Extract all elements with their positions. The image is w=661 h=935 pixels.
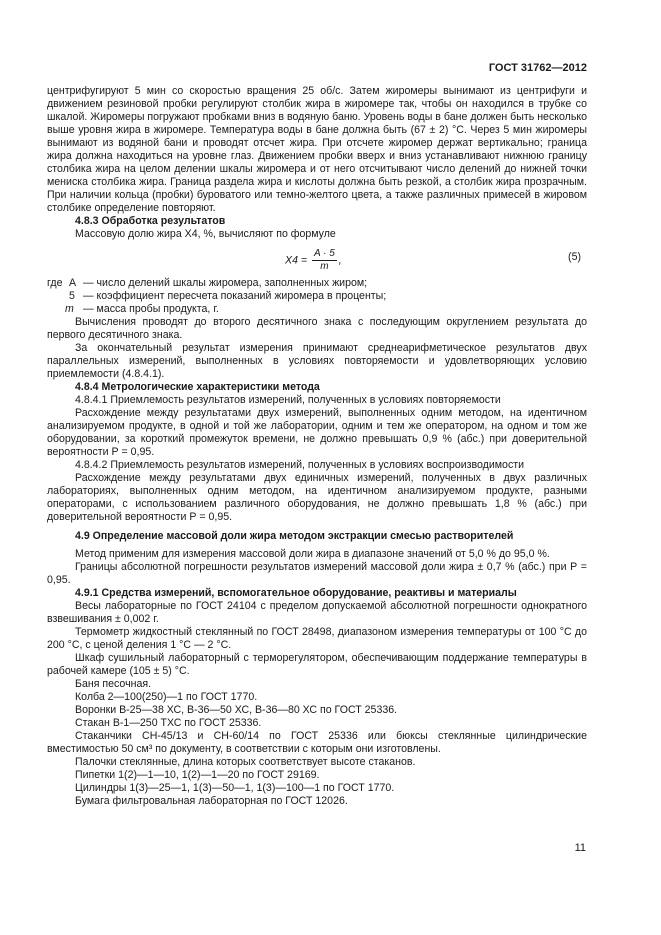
paragraph-reproducibility: Расхождение между результатами двух единичных измерений, полученных в двух различных лабораториях, выполненных одним методом, на идентичном анализируемом продукте, разными операторами, с использованием различного оборудования, не должно превышать 1,8 % (абс.) при доверительной вероятности Р = 0,95. bbox=[47, 472, 587, 523]
equipment-item: Пипетки 1(2)—1—10, 1(2)—1—20 по ГОСТ 29169. bbox=[75, 769, 320, 781]
formula-numerator: A · 5 bbox=[314, 248, 335, 259]
where-symbol: А bbox=[69, 277, 77, 289]
paragraph-repeatability: Расхождение между результатами двух измерений, выполненных одним методом, на идентичном анализируемом продукте, в одной и той же лаборатории, одним и тем же оператором, на одном и том же оборудовании, за короткий промежуток времени, не должно превышать 0,9 % (абс.) при доверительной вероятности Р = 0,95. bbox=[47, 407, 587, 458]
equipment-item: Колба 2—100(250)—1 по ГОСТ 1770. bbox=[75, 691, 258, 703]
formula-tail: , bbox=[338, 254, 342, 267]
equipment-item: Палочки стеклянные, длина которых соответствует высоте стаканов. bbox=[75, 756, 416, 768]
formula-5 bbox=[47, 243, 587, 273]
formula-expression bbox=[285, 248, 342, 273]
page-number: 11 bbox=[574, 842, 586, 854]
standard-header: ГОСТ 31762—2012 bbox=[488, 62, 587, 74]
where-symbol: m bbox=[65, 303, 74, 315]
equipment-item: Стакан В-1—250 ТХС по ГОСТ 25336. bbox=[75, 717, 262, 729]
where-symbol: 5 bbox=[69, 290, 75, 302]
paragraph-final-result: За окончательный результат измерения принимают среднеарифметическое результатов двух параллельных измерений, выполненных в условиях повторяемости и удовлетворяющих условию приемлемости (4.8.4.1). bbox=[47, 342, 587, 380]
paragraph-error-bounds: Границы абсолютной погрешности результатов измерений массовой доли жира ± 0,7 % (абс.) при Р = 0,95. bbox=[47, 561, 587, 586]
section-heading-4-8-4: 4.8.4 Метрологические характеристики метода bbox=[75, 381, 320, 393]
document-body bbox=[47, 85, 587, 808]
formula-denominator: m bbox=[320, 261, 329, 272]
equipment-item: Стаканчики СН-45/13 и СН-60/14 по ГОСТ 25336 или бюксы стеклянные цилиндрические вместимостью 50 см³ по документу, в соответствии с которым они изготовлены. bbox=[47, 730, 587, 755]
subsection-4-8-4-2: 4.8.4.2 Приемлемость результатов измерений, полученных в условиях воспроизводимости bbox=[75, 459, 525, 471]
equipment-item: Бумага фильтровальная лабораторная по ГОСТ 12026. bbox=[75, 795, 348, 807]
formula-fraction bbox=[312, 248, 337, 273]
formula-number: (5) bbox=[568, 251, 581, 263]
equipment-item: Термометр жидкостный стеклянный по ГОСТ 28498, диапазоном измерения температуры от 100 °С до 200 °С, с ценой деления 1 °С — 2 °С. bbox=[47, 626, 587, 651]
formula-lead-text: Массовую долю жира X4, %, вычисляют по формуле bbox=[75, 228, 336, 240]
where-item bbox=[47, 303, 587, 316]
formula-lead bbox=[47, 228, 587, 241]
where-text: — число делений шкалы жиромера, заполненных жиром; bbox=[83, 277, 368, 289]
equipment-item: Воронки В-25—38 ХС, В-36—50 ХС, В-36—80 ХС по ГОСТ 25336. bbox=[75, 704, 398, 716]
where-text: — масса пробы продукта, г. bbox=[83, 303, 219, 315]
intro-paragraph: центрифугируют 5 мин со скоростью вращения 25 об/с. Затем жиромеры вынимают из центрифуги и движением резиновой пробки регулируют столбик жира в жиромере так, чтобы он находился в трубке со шкалой. Жиромеры погружают пробками вниз в водяную баню. Уровень воды в бане должен быть несколько выше уровня жира в жиромере. Температура воды в бане должна быть (67 ± 2) °С. Через 5 мин жиромеры вынимают из водяной бани и проводят отсчет жира. При отсчете жиромер держат вертикально; граница жира должна находиться на уровне глаз. Движением пробки вверх и вниз устанавливают нижнюю границу столбика жира на целом делении шкалы жиромера и от него отсчитывают число делений до нижней точки мениска столбика жира. Граница раздела жира и кислоты должна быть резкой, а столбик жира прозрачным. При наличии кольца (пробки) буроватого или темно-желтого цвета, а также различных примесей в жировом столбике определение повторяют. bbox=[47, 85, 587, 214]
paragraph-method-range: Метод применим для измерения массовой доли жира в диапазоне значений от 5,0 % до 95,0 %. bbox=[75, 548, 550, 560]
formula-lhs: X4 = bbox=[285, 254, 308, 267]
equipment-item: Цилиндры 1(3)—25—1, 1(3)—50—1, 1(3)—100—1 по ГОСТ 1770. bbox=[75, 782, 395, 794]
equipment-item: Баня песочная. bbox=[75, 678, 152, 690]
section-heading-4-8-3: 4.8.3 Обработка результатов bbox=[75, 215, 226, 227]
where-text: — коэффициент пересчета показаний жиромера в проценты; bbox=[83, 290, 387, 302]
where-word: где bbox=[47, 277, 63, 289]
where-list bbox=[47, 277, 587, 316]
equipment-item: Весы лабораторные по ГОСТ 24104 с пределом допускаемой абсолютной погрешности однократного взвешивания ± 0,002 г. bbox=[47, 600, 587, 625]
where-item bbox=[47, 277, 587, 290]
equipment-item: Шкаф сушильный лабораторный с терморегулятором, обеспечивающим поддержание температуры в рабочей камере (105 ± 5) °С. bbox=[47, 652, 587, 677]
section-heading-4-9-1: 4.9.1 Средства измерений, вспомогательное оборудование, реактивы и материалы bbox=[75, 587, 517, 599]
subsection-4-8-4-1: 4.8.4.1 Приемлемость результатов измерений, полученных в условиях повторяемости bbox=[75, 394, 501, 406]
section-heading-4-9: 4.9 Определение массовой доли жира методом экстракции смесью растворителей bbox=[75, 530, 514, 542]
where-item bbox=[47, 290, 587, 303]
paragraph-rounding: Вычисления проводят до второго десятичного знака с последующим округлением результата до первого десятичного знака. bbox=[47, 316, 587, 341]
